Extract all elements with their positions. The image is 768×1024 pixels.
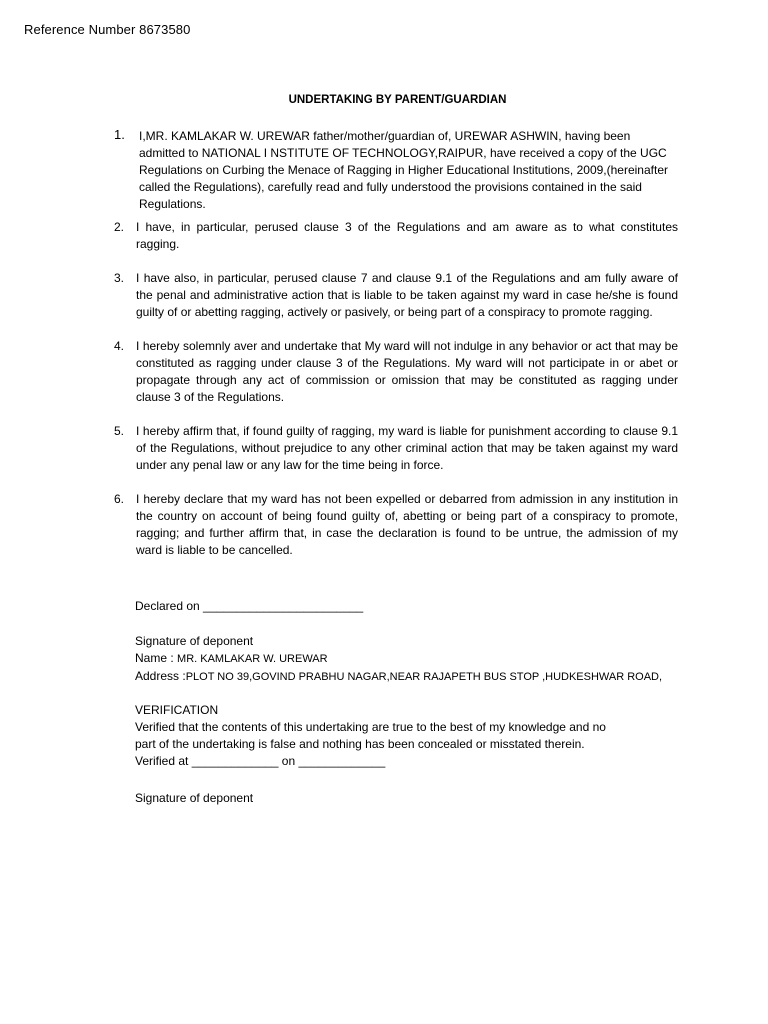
signature-of-deponent-2: Signature of deponent: [135, 791, 254, 805]
clause-text: I hereby solemnly aver and undertake that My ward will not indulge in any behavior or act that may be constituted as ragging under clause 3 of the Regulations. My ward will not participate in or abet or propagate through any act of commission or omission that may be constituted as ragging under clause 3 of the Regulations.: [136, 339, 678, 404]
clause-6: [110, 491, 678, 559]
clause-4: [110, 338, 678, 406]
verification-block: [135, 702, 695, 770]
clause-number: 1.: [114, 127, 125, 142]
clause-text: I have also, in particular, perused clause 7 and clause 9.1 of the Regulations and am fully aware of the penal and administrative action that is liable to be taken against my ward in case he/she is found guilty of or abetting ragging, actively or pasively, or being part of a conspiracy to promote ragging.: [136, 271, 678, 319]
clause-5: [110, 423, 678, 474]
clause-2: [110, 219, 678, 253]
clause-text: I hereby declare that my ward has not been expelled or debarred from admission in any institution in the country on account of being found guilty of, abetting or being part of a conspiracy to promote, ragging; and further affirm that, in case the declaration is found to be untrue, the admission of my ward is liable to be cancelled.: [136, 492, 678, 557]
clause-list: [110, 128, 678, 576]
signature-block: [135, 633, 662, 686]
clause-text: I have, in particular, perused clause 3 of the Regulations and am aware as to what constitutes ragging.: [136, 220, 678, 251]
name-line: [135, 650, 662, 668]
declared-on-line: Declared on ________________________: [135, 599, 364, 613]
name-value: MR. KAMLAKAR W. UREWAR: [177, 653, 328, 665]
signature-label: Signature of deponent: [135, 634, 254, 648]
clause-number: 6.: [114, 492, 125, 506]
verification-line-2: part of the undertaking is false and nothing has been concealed or misstated therein.: [135, 737, 585, 751]
address-label: Address :: [135, 669, 186, 683]
clause-number: 5.: [114, 424, 125, 438]
reference-number: Reference Number 8673580: [24, 22, 191, 37]
clause-1: [110, 128, 678, 213]
address-line: [135, 668, 662, 686]
clause-number: 2.: [114, 220, 125, 234]
clause-text: I hereby affirm that, if found guilty of ragging, my ward is liable for punishment according to clause 9.1 of the Regulations, without prejudice to any other criminal action that may be taken against my ward under any penal law or any law for the time being in force.: [136, 424, 678, 472]
verification-heading: VERIFICATION: [135, 703, 219, 717]
verification-line-1: Verified that the contents of this undertaking are true to the best of my knowledge and no: [135, 720, 606, 734]
clause-3: [110, 270, 678, 321]
verified-at-line: Verified at _____________ on _____________: [135, 754, 386, 768]
clause-text: I,MR. KAMLAKAR W. UREWAR father/mother/guardian of, UREWAR ASHWIN, having been admitted to NATIONAL I NSTITUTE OF TECHNOLOGY,RAIPUR, have received a copy of the UGC Regulations on Curbing the Menace of Ragging in Higher Educational Institutions, 2009,(hereinafter called the Regulations), carefully read and fully understood the provisions contained in the said Regulations.: [139, 129, 668, 211]
name-label: Name :: [135, 651, 174, 665]
clause-number: 4.: [114, 339, 125, 353]
address-value: PLOT NO 39,GOVIND PRABHU NAGAR,NEAR RAJAPETH BUS STOP ,HUDKESHWAR ROAD,: [185, 671, 663, 683]
document-title: UNDERTAKING BY PARENT/GUARDIAN: [288, 94, 507, 106]
clause-number: 3.: [114, 271, 125, 285]
